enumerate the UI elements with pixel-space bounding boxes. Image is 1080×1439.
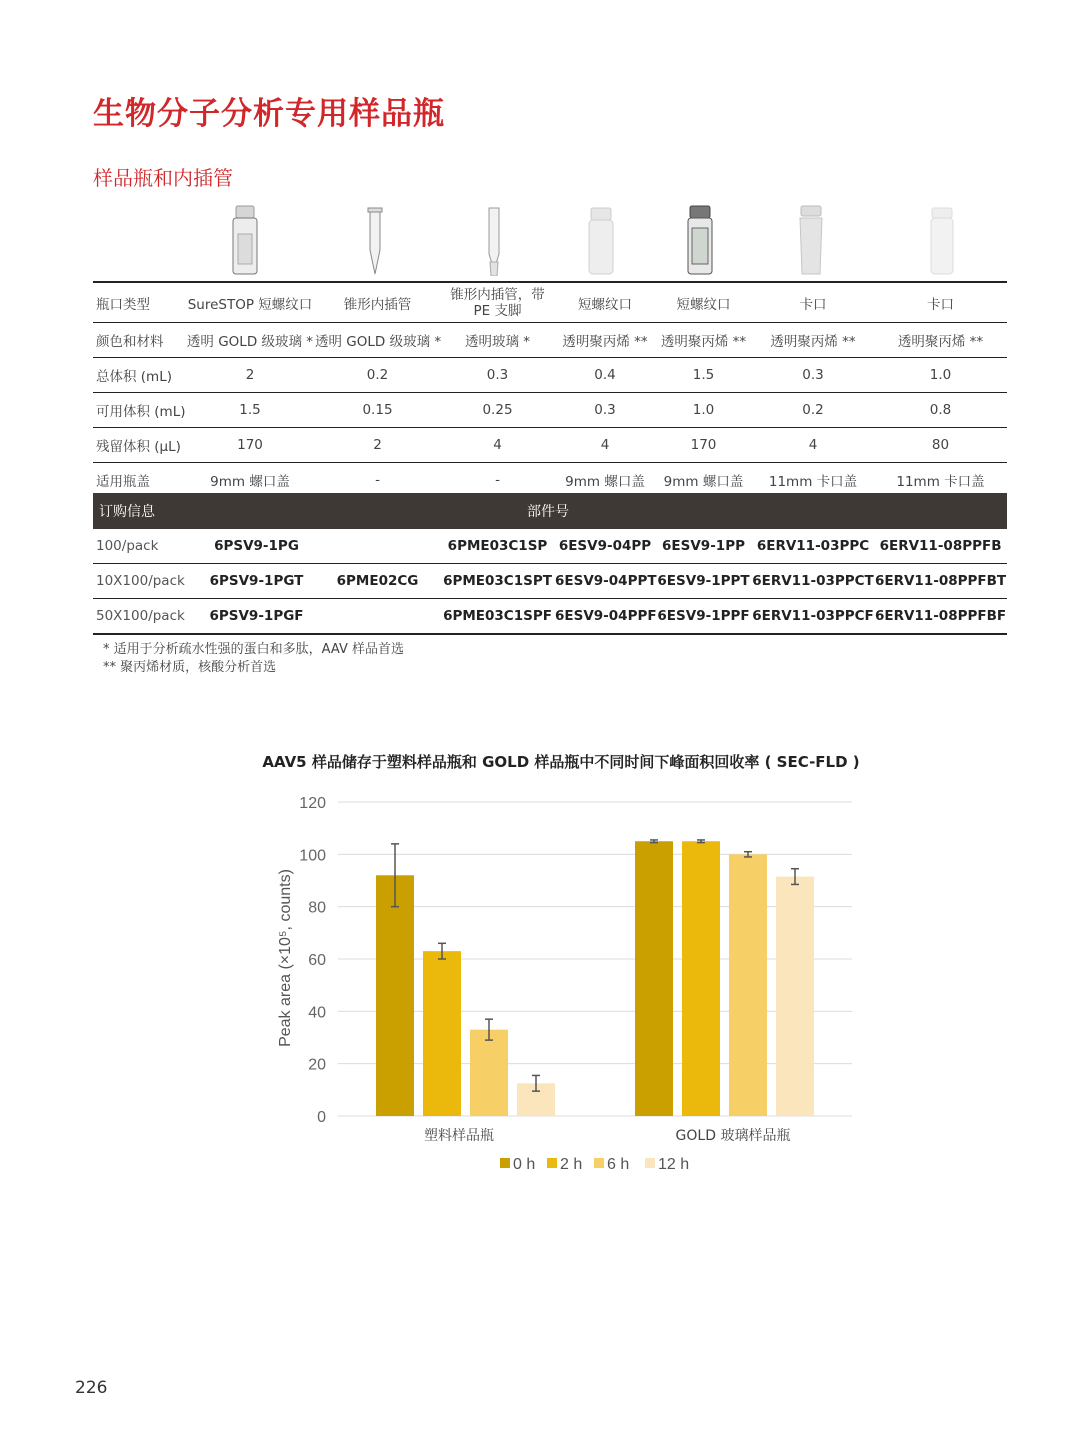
cell: 80: [874, 428, 1007, 463]
cell: 1.5: [185, 393, 315, 428]
x-category-label: GOLD 玻璃样品瓶: [675, 1128, 791, 1144]
cell: 11mm 卡口盖: [752, 463, 874, 498]
spec-row-material: [93, 323, 1007, 358]
part-number: 6PME03C1SP: [440, 529, 555, 564]
bar: [376, 875, 414, 1116]
cell: SureSTOP 短螺纹口: [185, 282, 315, 323]
bar: [729, 854, 767, 1116]
footnote: ** 聚丙烯材质，核酸分析首选: [103, 660, 277, 675]
row-label: 适用瓶盖: [93, 463, 185, 498]
row-label: 可用体积 (mL): [93, 393, 185, 428]
part-number: 6ERV11-08PPFBT: [874, 564, 1007, 599]
cell: 短螺纹口: [555, 282, 655, 323]
part-number: 6ERV11-03PPCT: [752, 564, 874, 599]
part-number: 6ESV9-1PP: [655, 529, 752, 564]
cell: 4: [440, 428, 555, 463]
y-tick-label: 40: [308, 1004, 326, 1022]
bar: [682, 841, 720, 1116]
cell: 1.0: [655, 393, 752, 428]
part-number: 6PME03C1SPT: [440, 564, 555, 599]
chart-title: AAV5 样品储存于塑料样品瓶和 GOLD 样品瓶中不同时间下峰面积回收率 ( SEC-FLD ): [262, 753, 860, 771]
cell: 短螺纹口: [655, 282, 752, 323]
cell: 0.8: [874, 393, 1007, 428]
part-number: 6PSV9-1PG: [198, 529, 315, 564]
cell: 透明 GOLD 级玻璃 *: [315, 323, 440, 358]
bar: [470, 1030, 508, 1116]
order-header-partno: 部件号: [198, 493, 1007, 529]
part-number: 6ESV9-04PP: [555, 529, 655, 564]
y-tick-label: 120: [299, 795, 326, 812]
polypropylene-vial-dark-icon: [686, 204, 714, 276]
y-tick-label: 20: [308, 1056, 326, 1074]
cell: 170: [185, 428, 315, 463]
row-label: 残留体积 (µL): [93, 428, 185, 463]
spec-row-cap: [93, 463, 1007, 498]
part-number: [315, 529, 440, 564]
clear-glass-vial-icon: [230, 204, 260, 276]
cell: 0.3: [555, 393, 655, 428]
part-number: 6ERV11-03PPC: [752, 529, 874, 564]
pack-label: 50X100/pack: [93, 599, 198, 635]
part-number: 6PME02CG: [315, 564, 440, 599]
cell: 0.4: [555, 358, 655, 393]
part-number: 6ESV9-04PPF: [555, 599, 655, 635]
cell: 卡口: [874, 282, 1007, 323]
peak-area-bar-chart: [0, 780, 1080, 1190]
y-tick-label: 100: [299, 847, 326, 865]
cell: 锥形内插管，带 PE 支脚: [440, 282, 555, 323]
bar: [423, 951, 461, 1116]
order-header-label: 订购信息: [93, 493, 198, 529]
legend-swatch: [547, 1158, 557, 1168]
table-row: [93, 599, 1007, 635]
vial-image-row: [93, 204, 1007, 280]
part-number: [315, 599, 440, 635]
spec-row-residual-volume: [93, 428, 1007, 463]
x-category-label: 塑料样品瓶: [424, 1128, 494, 1144]
crimp-vial-large-icon: [929, 204, 955, 276]
spec-row-usable-volume: [93, 393, 1007, 428]
bar: [776, 877, 814, 1116]
y-tick-label: 0: [317, 1109, 326, 1126]
cell: 4: [555, 428, 655, 463]
part-number: 6ERV11-03PPCF: [752, 599, 874, 635]
part-number: 6ESV9-1PPF: [655, 599, 752, 635]
cell: 透明聚丙烯 **: [555, 323, 655, 358]
cell: -: [315, 463, 440, 498]
cell: 0.3: [752, 358, 874, 393]
bar: [635, 841, 673, 1116]
polypropylene-vial-icon: [587, 204, 615, 276]
part-number: 6PME03C1SPF: [440, 599, 555, 635]
legend-swatch: [645, 1158, 655, 1168]
pack-label: 10X100/pack: [93, 564, 198, 599]
table-row: [93, 564, 1007, 599]
cell: 0.3: [440, 358, 555, 393]
conical-insert-icon: [367, 204, 383, 276]
cell: 1.5: [655, 358, 752, 393]
part-number: 6ERV11-08PPFB: [874, 529, 1007, 564]
cell: 透明聚丙烯 **: [752, 323, 874, 358]
crimp-vial-icon: [798, 204, 824, 276]
part-number: 6PSV9-1PGT: [198, 564, 315, 599]
cell: 透明聚丙烯 **: [655, 323, 752, 358]
part-number: 6ESV9-04PPT: [555, 564, 655, 599]
y-tick-label: 60: [308, 952, 326, 969]
cell: 9mm 螺口盖: [185, 463, 315, 498]
part-number: 6PSV9-1PGF: [198, 599, 315, 635]
cell: 卡口: [752, 282, 874, 323]
page-number: 226: [75, 1378, 108, 1398]
y-axis-label: Peak area (×10⁵, counts): [277, 869, 294, 1047]
order-header: [93, 493, 1007, 529]
spec-table: [93, 281, 1007, 497]
page-title: 生物分子分析专用样品瓶: [93, 96, 445, 132]
footnote: * 适用于分析疏水性强的蛋白和多肽，AAV 样品首选: [103, 642, 404, 657]
cell: 2: [315, 428, 440, 463]
cell: 透明 GOLD 级玻璃 *: [185, 323, 315, 358]
cell: -: [440, 463, 555, 498]
spec-row-type: [93, 282, 1007, 323]
section-subtitle: 样品瓶和内插管: [93, 166, 233, 190]
pack-label: 100/pack: [93, 529, 198, 564]
cell: 锥形内插管: [315, 282, 440, 323]
cell: 0.15: [315, 393, 440, 428]
row-label: 总体积 (mL): [93, 358, 185, 393]
cell: 0.2: [315, 358, 440, 393]
cell: 11mm 卡口盖: [874, 463, 1007, 498]
order-table: [93, 493, 1007, 635]
part-number: 6ESV9-1PPT: [655, 564, 752, 599]
cell: 9mm 螺口盖: [555, 463, 655, 498]
legend-label: 0 h: [513, 1156, 536, 1173]
cell: 4: [752, 428, 874, 463]
legend-swatch: [594, 1158, 604, 1168]
legend-swatch: [500, 1158, 510, 1168]
cell: 1.0: [874, 358, 1007, 393]
cell: 170: [655, 428, 752, 463]
cell: 0.2: [752, 393, 874, 428]
y-tick-label: 80: [308, 899, 326, 917]
legend-label: 6 h: [607, 1156, 630, 1173]
legend-label: 2 h: [560, 1156, 583, 1173]
row-label: 瓶口类型: [93, 282, 185, 323]
table-row: [93, 529, 1007, 564]
legend-label: 12 h: [658, 1156, 690, 1173]
cell: 2: [185, 358, 315, 393]
cell: 透明聚丙烯 **: [874, 323, 1007, 358]
part-number: 6ERV11-08PPFBF: [874, 599, 1007, 635]
cell: 9mm 螺口盖: [655, 463, 752, 498]
conical-insert-pe-foot-icon: [486, 204, 502, 276]
spec-row-total-volume: [93, 358, 1007, 393]
cell: 0.25: [440, 393, 555, 428]
row-label: 颜色和材料: [93, 323, 185, 358]
cell: 透明玻璃 *: [440, 323, 555, 358]
